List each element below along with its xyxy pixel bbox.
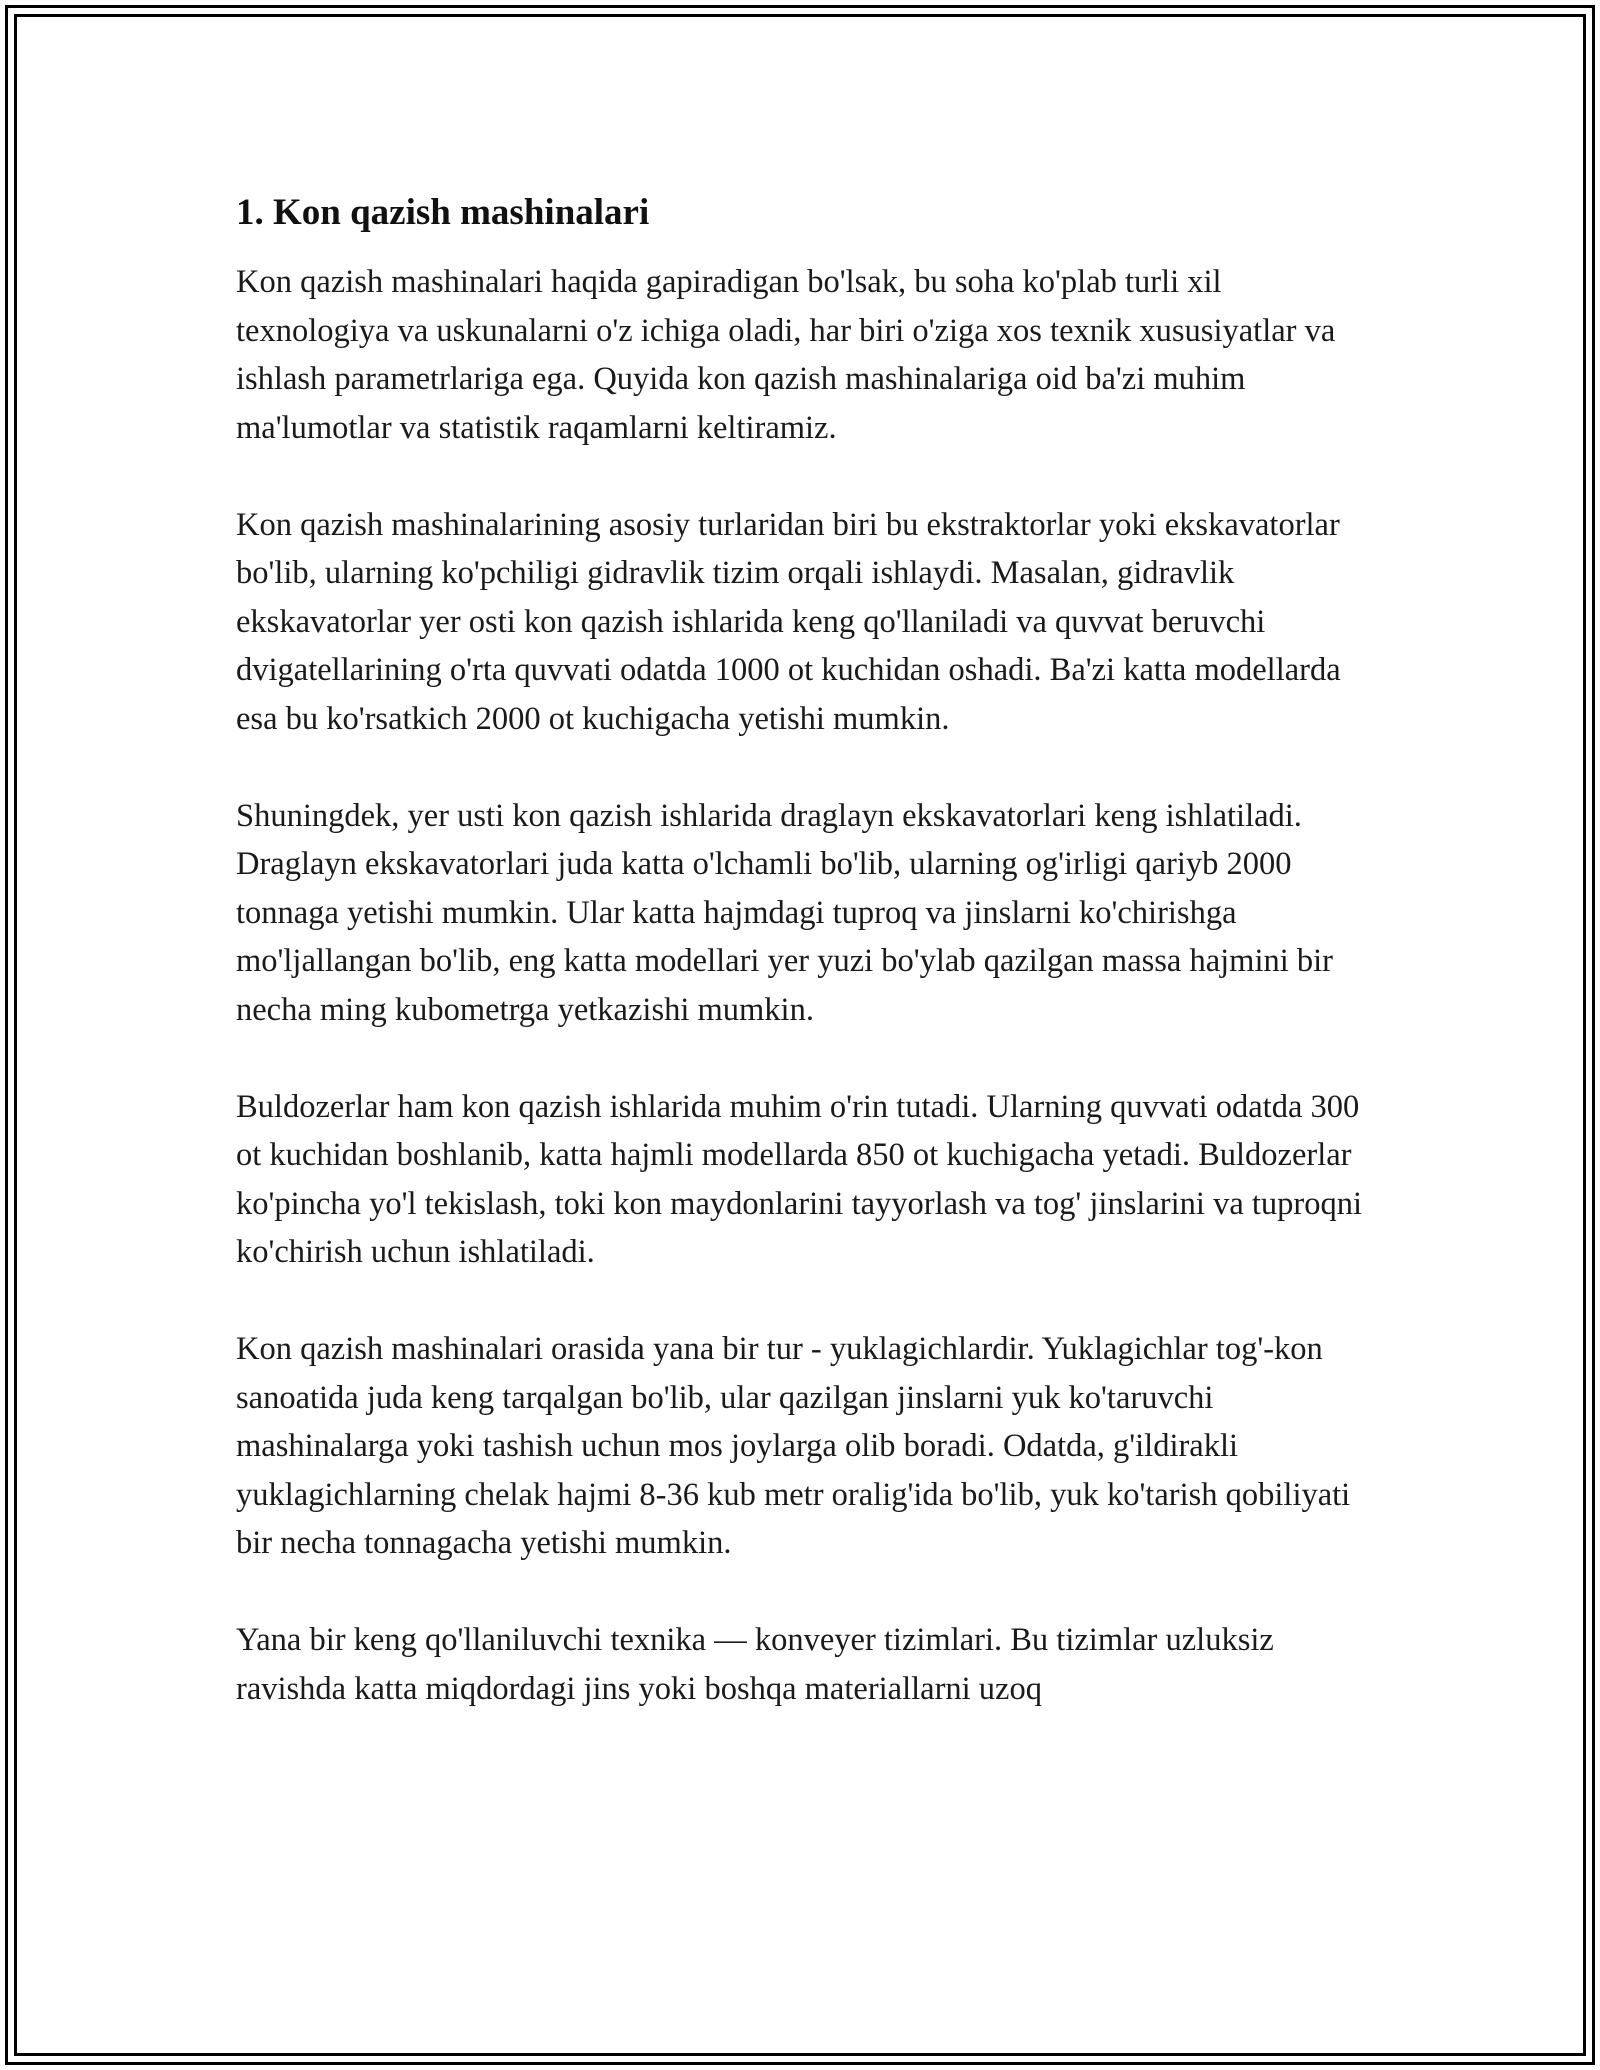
document-body bbox=[236, 188, 1366, 1762]
section-heading: 1. Kon qazish mashinalari bbox=[236, 192, 650, 233]
paragraph: Kon qazish mashinalarining asosiy turlaridan biri bu ekstraktorlar yoki ekskavatorlar bo'lib, ularning ko'pchiligi gidravlik tizim orqali ishlaydi. Masalan, gidravlik ekskavatorlar yer osti kon qazish ishlarida keng qo'llaniladi va quvvat beruvchi dvigatellarining o'rta quvvati odatda 1000 ot kuchidan oshadi. Ba'zi katta modellarda esa bu ko'rsatkich 2000 ot kuchigacha yetishi mumkin. bbox=[236, 506, 1341, 737]
paragraph: Kon qazish mashinalari orasida yana bir tur - yuklagichlardir. Yuklagichlar tog'-kon sanoatida juda keng tarqalgan bo'lib, ular qazilgan jinslarni yuk ko'taruvchi mashinalarga yoki tashish uchun mos joylarga olib boradi. Odatda, g'ildirakli yuklagichlarning chelak hajmi 8-36 kub metr oralig'ida bo'lib, yuk ko'tarish qobiliyati bir necha tonnagacha yetishi mumkin. bbox=[236, 1331, 1351, 1561]
paragraph: Yana bir keng qo'llaniluvchi texnika — konveyer tizimlari. Bu tizimlar uzluksiz ravishda katta miqdordagi jins yoki boshqa materiallarni uzoq bbox=[236, 1622, 1274, 1707]
paragraph: Buldozerlar ham kon qazish ishlarida muhim o'rin tutadi. Ularning quvvati odatda 300 ot kuchidan boshlanib, katta hajmli modellarda 850 ot kuchigacha yetadi. Buldozerlar ko'pincha yo'l tekislash, toki kon maydonlarini tayyorlash va tog' jinslarini va tuproqni ko'chirish uchun ishlatiladi. bbox=[236, 1088, 1362, 1270]
paragraph: Shuningdek, yer usti kon qazish ishlarida draglayn ekskavatorlari keng ishlatiladi. Draglayn ekskavatorlari juda katta o'lchamli bo'lib, ularning og'irligi qariyb 2000 tonnaga yetishi mumkin. Ular katta hajmdagi tuproq va jinslarni ko'chirishga mo'ljallangan bo'lib, eng katta modellari yer yuzi bo'ylab qazilgan massa hajmini bir necha ming kubometrga yetkazishi mumkin. bbox=[236, 797, 1333, 1028]
paragraph: Kon qazish mashinalari haqida gapiradigan bo'lsak, bu soha ko'plab turli xil texnologiya va uskunalarni o'z ichiga oladi, har biri o'ziga xos texnik xususiyatlar va ishlash parametrlariga ega. Quyida kon qazish mashinalariga oid ba'zi muhim ma'lumotlar va statistik raqamlarni keltiramiz. bbox=[236, 264, 1336, 446]
